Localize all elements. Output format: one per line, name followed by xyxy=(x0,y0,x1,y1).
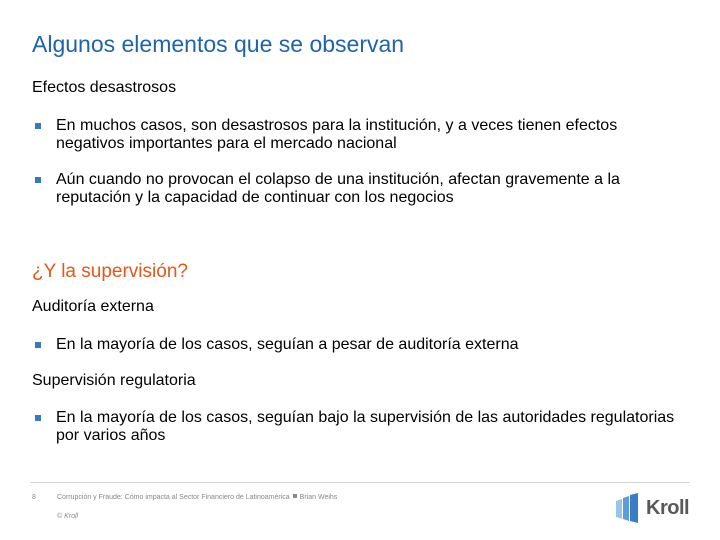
kroll-bars-logo-icon xyxy=(614,493,644,523)
section-heading-supervision: ¿Y la supervisión? xyxy=(32,261,188,282)
slide-title: Algunos elementos que se observan xyxy=(32,31,405,57)
bullet-text: Aún cuando no provocan el colapso de una institución, afectan gravemente a la reputación y la capacidad de continuar con los negocios xyxy=(56,171,620,206)
bullet-item xyxy=(32,171,682,207)
bullet-item xyxy=(32,409,682,445)
subheading-supervision-regulatoria: Supervisión regulatoria xyxy=(32,372,196,389)
copyright-notice: © Kroll xyxy=(57,513,79,520)
presentation-title: Corrupción y Fraude: Cómo impacta al Sector Financiero de Latinoamérica xyxy=(57,494,290,501)
kroll-logo xyxy=(614,493,698,523)
bullet-item xyxy=(32,336,682,354)
footer-separator-icon xyxy=(293,494,297,498)
bullet-text: En la mayoría de los casos, seguían a pesar de auditoría externa xyxy=(56,336,519,353)
bullet-marker-icon xyxy=(35,177,41,183)
page-number: 8 xyxy=(32,494,36,501)
bullet-marker-icon xyxy=(35,342,41,348)
bullet-item xyxy=(32,117,682,153)
bullet-marker-icon xyxy=(35,123,41,129)
footer-divider xyxy=(30,482,690,483)
author-name: Brian Weihs xyxy=(299,494,338,501)
subheading-auditoria: Auditoría externa xyxy=(32,298,154,315)
logo-wordmark: Kroll xyxy=(646,497,690,519)
section-heading-efectos: Efectos desastrosos xyxy=(32,79,177,96)
bullet-marker-icon xyxy=(35,415,41,421)
bullet-text: En la mayoría de los casos, seguían bajo la supervisión de las autoridades regulatorias por varios años xyxy=(56,409,675,444)
footer-info xyxy=(57,494,337,501)
bullet-text: En muchos casos, son desastrosos para la institución, y a veces tienen efectos negativos importantes para el mercado nacional xyxy=(56,117,618,152)
